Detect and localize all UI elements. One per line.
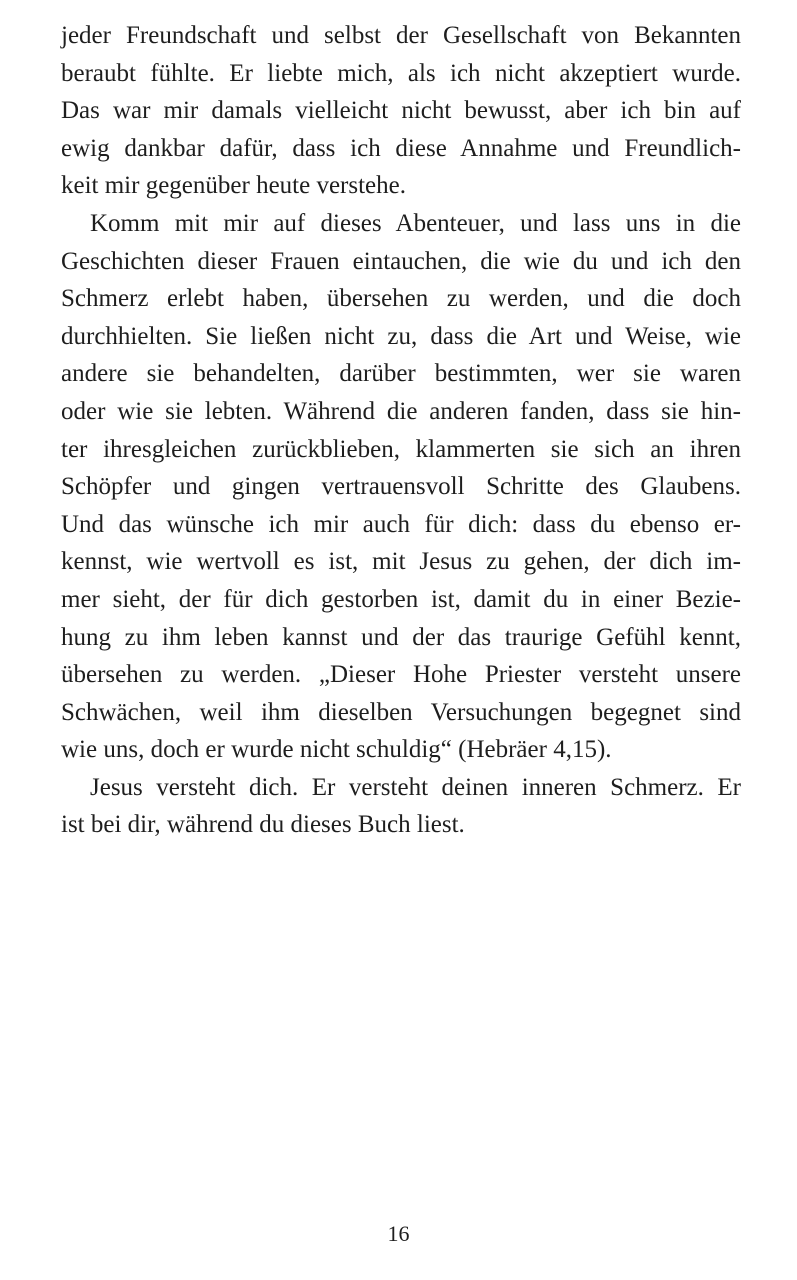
text-line: Schwächen, weil ihm dieselben Versuchungen begegnet sind [61,698,741,726]
paragraph-2 [61,205,741,769]
text-line: wie uns, doch er wurde nicht schuldig“ (Hebräer 4,15). [61,736,612,764]
text-line: mer sieht, der für dich gestorben ist, damit du in einer Bezie- [61,585,741,613]
text-line: kennst, wie wertvoll es ist, mit Jesus zu gehen, der dich im- [61,548,741,576]
text-line: beraubt fühlte. Er liebte mich, als ich nicht akzeptiert wurde. [61,59,741,87]
text-line: Schöpfer und gingen vertrauensvoll Schritte des Glaubens. [61,473,741,501]
text-line: durchhielten. Sie ließen nicht zu, dass die Art und Weise, wie [61,322,741,350]
text-line: Und das wünsche ich mir auch für dich: dass du ebenso er- [61,510,741,538]
text-line: andere sie behandelten, darüber bestimmten, wer sie waren [61,360,741,388]
page-number: 16 [387,1221,410,1246]
page-body [61,17,741,844]
text-line: oder wie sie lebten. Während die anderen fanden, dass sie hin- [61,397,741,425]
text-line: Komm mit mir auf dieses Abenteuer, und lass uns in die [90,209,741,237]
text-line: Das war mir damals vielleicht nicht bewusst, aber ich bin auf [61,97,741,125]
text-line: Schmerz erlebt haben, übersehen zu werden, und die doch [61,285,741,313]
text-line: ewig dankbar dafür, dass ich diese Annahme und Freundlich- [61,134,741,162]
paragraph-3 [61,769,741,844]
paragraph-1 [61,17,741,205]
text-line: übersehen zu werden. „Dieser Hohe Priester versteht unsere [61,661,741,689]
text-line: ist bei dir, während du dieses Buch liest. [61,811,465,839]
text-line: Geschichten dieser Frauen eintauchen, die wie du und ich den [61,247,741,275]
text-line: hung zu ihm leben kannst und der das traurige Gefühl kennt, [61,623,741,651]
text-line: ter ihresgleichen zurückblieben, klammerten sie sich an ihren [61,435,741,463]
text-line: jeder Freundschaft und selbst der Gesellschaft von Bekannten [61,22,741,49]
text-line: keit mir gegenüber heute verstehe. [61,172,406,200]
text-line: Jesus versteht dich. Er versteht deinen inneren Schmerz. Er [90,773,741,801]
